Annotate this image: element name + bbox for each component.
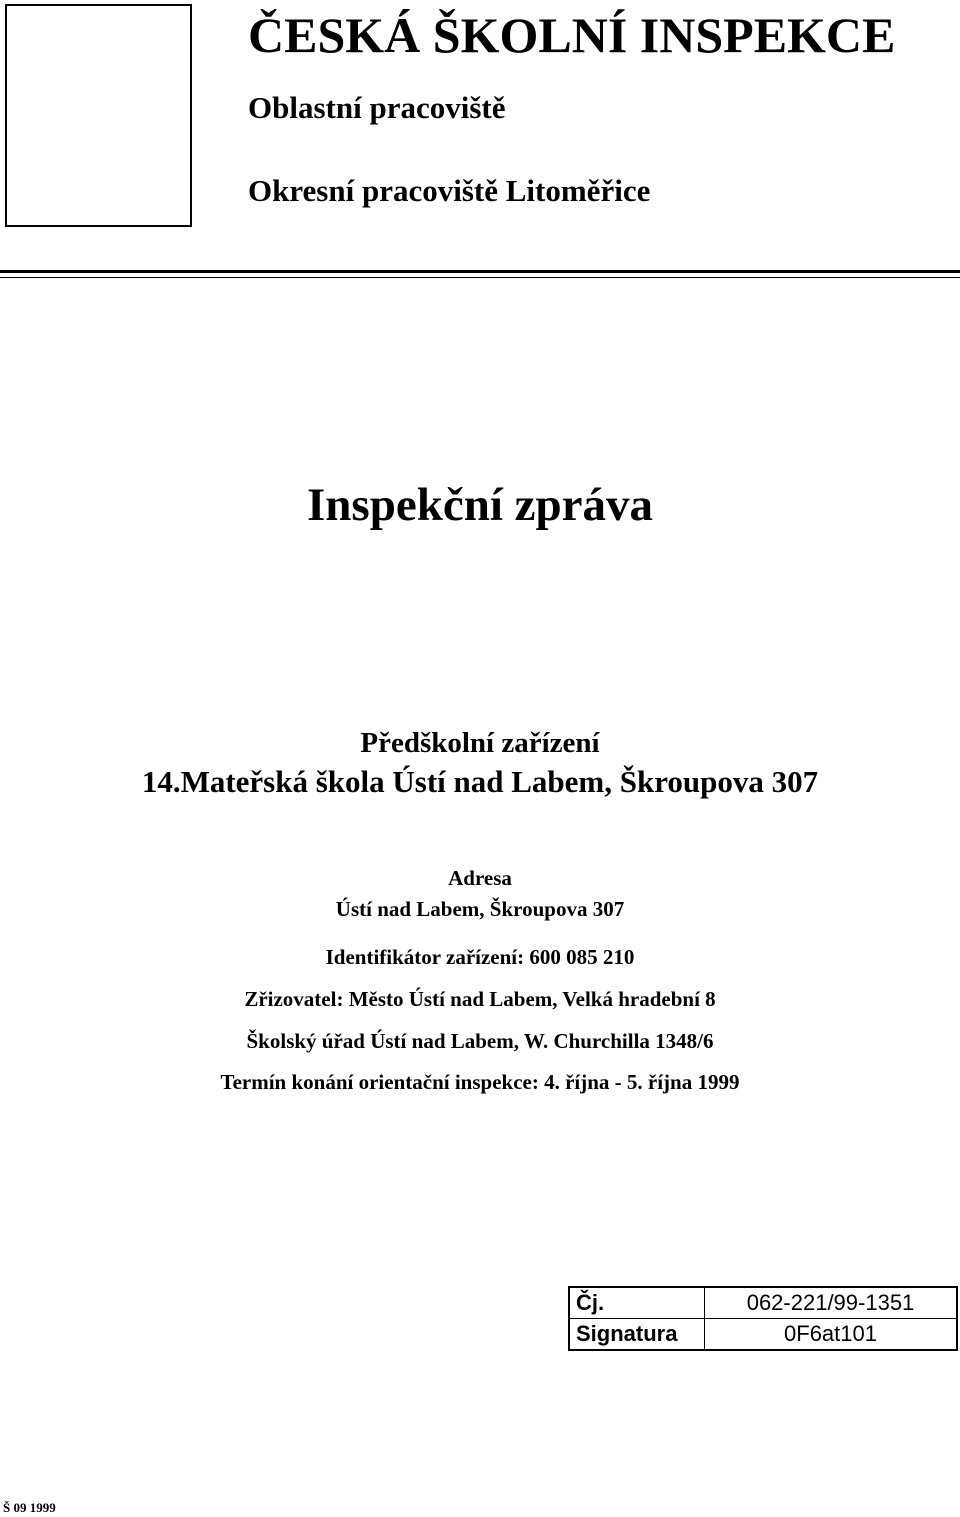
inspection-term: Termín konání orientační inspekce: 4. října - 5. října 1999: [220, 1070, 740, 1094]
signature-label: Signatura: [569, 1319, 705, 1351]
footer-code: Š 09 1999: [3, 1500, 56, 1515]
header-divider-thin: [0, 277, 960, 278]
facility-name: 14.Mateřská škola Ústí nad Labem, Škroupova 307: [141, 764, 819, 799]
report-title: Inspekční zpráva: [306, 479, 654, 531]
header-divider-thick: [0, 270, 960, 273]
ref-label: Čj.: [569, 1287, 705, 1319]
reference-table: [568, 1286, 958, 1351]
organization-title: ČESKÁ ŠKOLNÍ INSPEKCE: [248, 7, 896, 63]
facility-identifier: Identifikátor zařízení: 600 085 210: [325, 945, 635, 969]
address-label: Adresa: [448, 866, 512, 890]
address-value: Ústí nad Labem, Škroupova 307: [335, 897, 625, 921]
table-row: [569, 1319, 957, 1351]
facility-type: Předškolní zařízení: [360, 727, 600, 759]
signature-value: 0F6at101: [705, 1319, 958, 1351]
ref-value: 062-221/99-1351: [705, 1287, 958, 1319]
table-row: [569, 1287, 957, 1319]
regional-office: Oblastní pracoviště: [248, 90, 506, 125]
school-office: Školský úřad Ústí nad Labem, W. Churchilla 1348/6: [246, 1029, 714, 1053]
district-office: Okresní pracoviště Litoměřice: [248, 173, 651, 208]
founder: Zřizovatel: Město Ústí nad Labem, Velká hradební 8: [244, 987, 716, 1011]
logo-frame: [5, 4, 192, 227]
